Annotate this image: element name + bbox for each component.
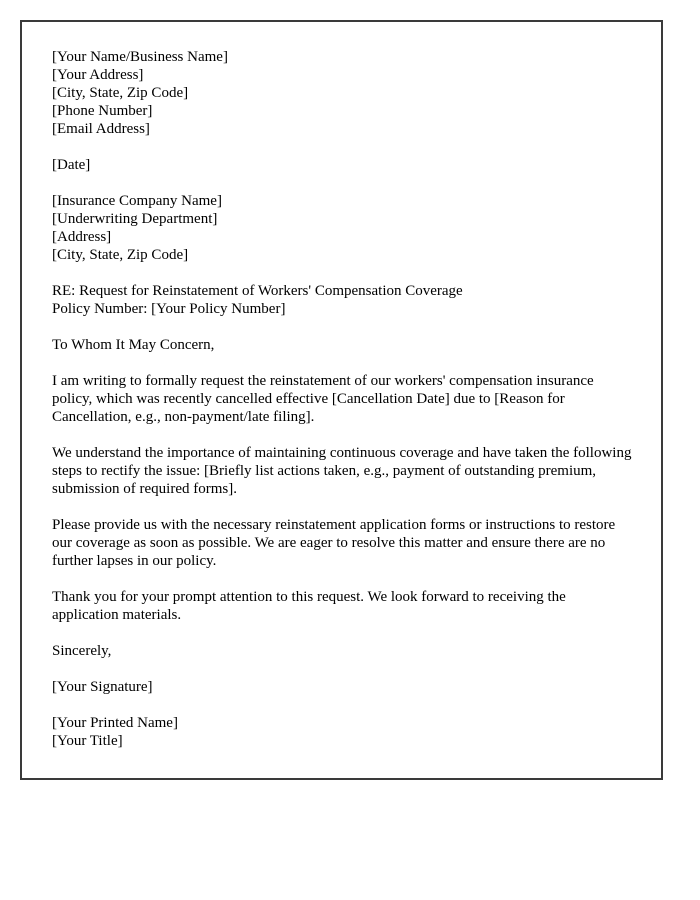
sender-name: [Your Name/Business Name] <box>52 49 228 65</box>
recipient-address: [Address] <box>52 229 112 245</box>
body-paragraph-2: We understand the importance of maintaining continuous coverage and have taken the following steps to rectify the issue: [Briefly list actions taken, e.g., payment of outstanding premium, submission of required forms]. <box>52 445 632 497</box>
body-paragraph-1: I am writing to formally request the reinstatement of our workers' compensation insurance policy, which was recently cancelled effective [Cancellation Date] due to [Reason for Cancellation, e.g., non-payment/late filing]. <box>52 373 594 425</box>
signature-placeholder-block <box>52 678 635 696</box>
closing: Sincerely, <box>52 643 112 659</box>
sender-block <box>52 48 635 138</box>
salutation: To Whom It May Concern, <box>52 337 215 353</box>
recipient-block <box>52 192 635 264</box>
date-line: [Date] <box>52 157 91 173</box>
body-paragraph-4: Thank you for your prompt attention to this request. We look forward to receiving the application materials. <box>52 589 566 623</box>
subject-re-line: RE: Request for Reinstatement of Workers' Compensation Coverage <box>52 283 463 299</box>
salutation-block <box>52 336 635 354</box>
body-paragraph-3: Please provide us with the necessary reinstatement application forms or instructions to restore our coverage as soon as possible. We are eager to resolve this matter and ensure there are no further lapses in our policy. <box>52 517 616 569</box>
sender-city-state-zip: [City, State, Zip Code] <box>52 85 189 101</box>
recipient-company: [Insurance Company Name] <box>52 193 222 209</box>
signer-printed-name: [Your Printed Name] <box>52 715 178 731</box>
signature-block <box>52 714 635 750</box>
subject-block <box>52 282 635 318</box>
recipient-department: [Underwriting Department] <box>52 211 218 227</box>
subject-policy-number-line: Policy Number: [Your Policy Number] <box>52 301 286 317</box>
signer-title: [Your Title] <box>52 733 123 749</box>
recipient-city-state-zip: [City, State, Zip Code] <box>52 247 189 263</box>
sender-email: [Email Address] <box>52 121 150 137</box>
closing-block <box>52 642 635 660</box>
sender-phone: [Phone Number] <box>52 103 153 119</box>
date-block <box>52 156 635 174</box>
signature-placeholder: [Your Signature] <box>52 679 153 695</box>
sender-address: [Your Address] <box>52 67 144 83</box>
letter-document <box>20 20 663 780</box>
